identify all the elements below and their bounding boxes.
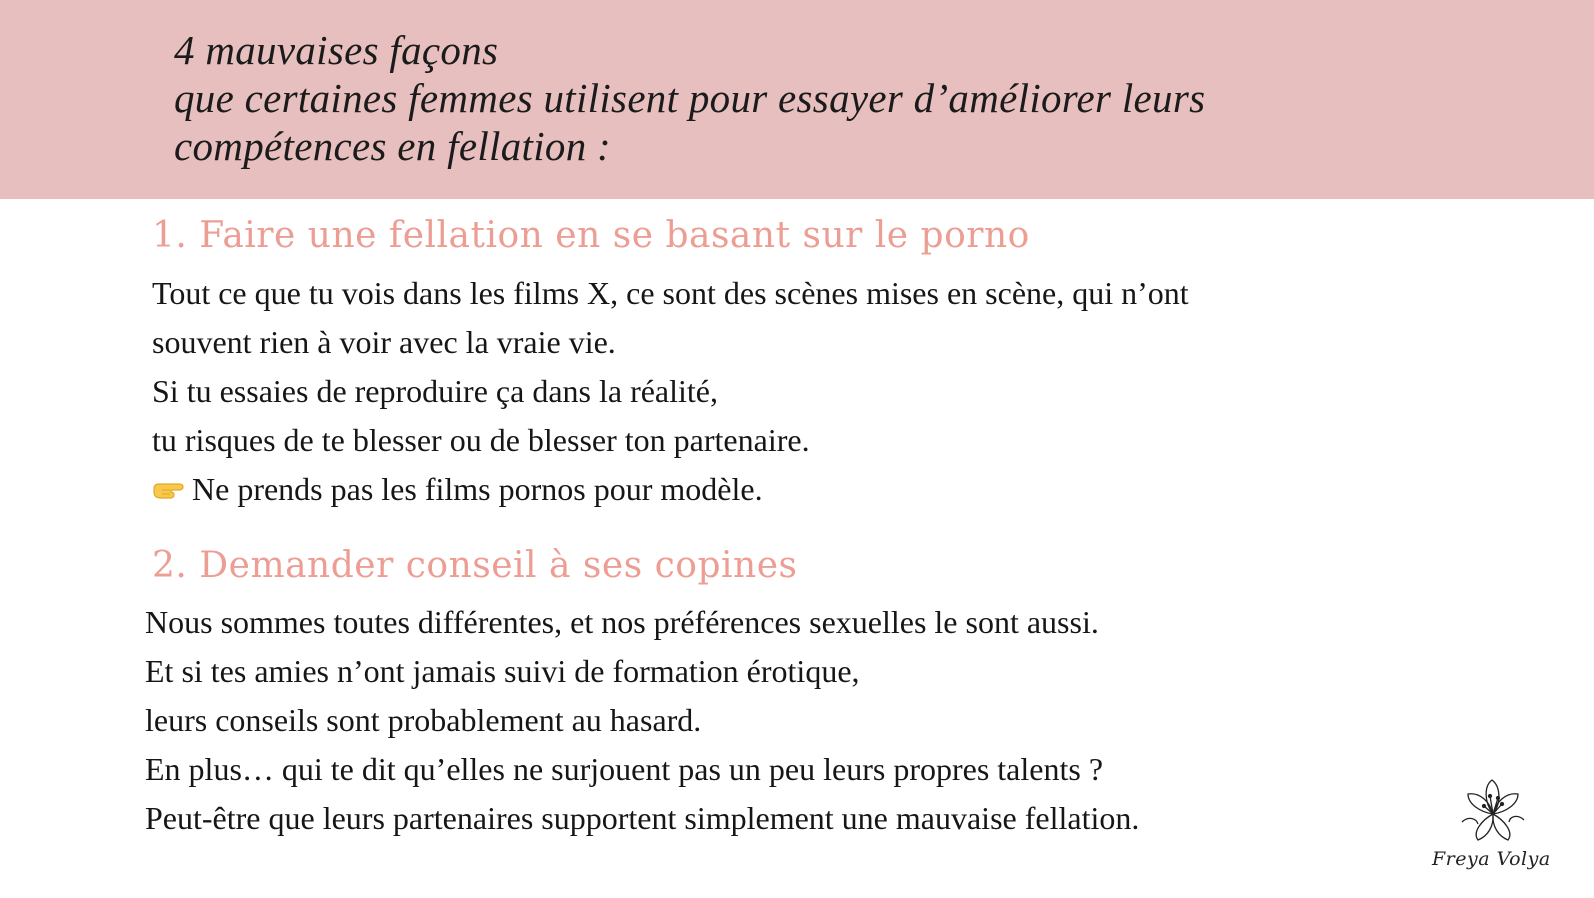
logo-text: Freya Volya <box>1432 848 1551 870</box>
page-title <box>174 26 1424 170</box>
section-1-tip-text: Ne prends pas les films pornos pour modèle. <box>192 471 763 507</box>
section-1-tip <box>152 465 1189 514</box>
title-line-2: que certaines femmes utilisent pour essayer d’améliorer leurs <box>174 75 1206 121</box>
section-1-line: Tout ce que tu vois dans les films X, ce sont des scènes mises en scène, qui n’ont <box>152 275 1189 311</box>
flower-logo-icon <box>1454 776 1532 850</box>
section-2-line: Peut-être que leurs partenaires supportent simplement une mauvaise fellation. <box>145 800 1140 836</box>
brand-logo <box>1432 776 1550 886</box>
section-1-body <box>152 269 1189 514</box>
section-1-line: tu risques de te blesser ou de blesser ton partenaire. <box>152 422 810 458</box>
section-1-heading: 1. Faire une fellation en se basant sur le porno <box>152 215 1030 256</box>
section-2-line: leurs conseils sont probablement au hasard. <box>145 702 702 738</box>
section-1-line: souvent rien à voir avec la vraie vie. <box>152 324 616 360</box>
section-2-heading: 2. Demander conseil à ses copines <box>152 545 798 586</box>
title-line-1: 4 mauvaises façons <box>174 27 499 73</box>
title-line-3: compétences en fellation : <box>174 123 611 169</box>
section-2-line: En plus… qui te dit qu’elles ne surjouent pas un peu leurs propres talents ? <box>145 751 1104 787</box>
section-2-body <box>145 598 1139 843</box>
pointing-hand-icon <box>152 477 186 503</box>
section-2-line: Et si tes amies n’ont jamais suivi de formation érotique, <box>145 653 860 689</box>
section-2-line: Nous sommes toutes différentes, et nos préférences sexuelles le sont aussi. <box>145 604 1099 640</box>
section-1-line: Si tu essaies de reproduire ça dans la réalité, <box>152 373 718 409</box>
